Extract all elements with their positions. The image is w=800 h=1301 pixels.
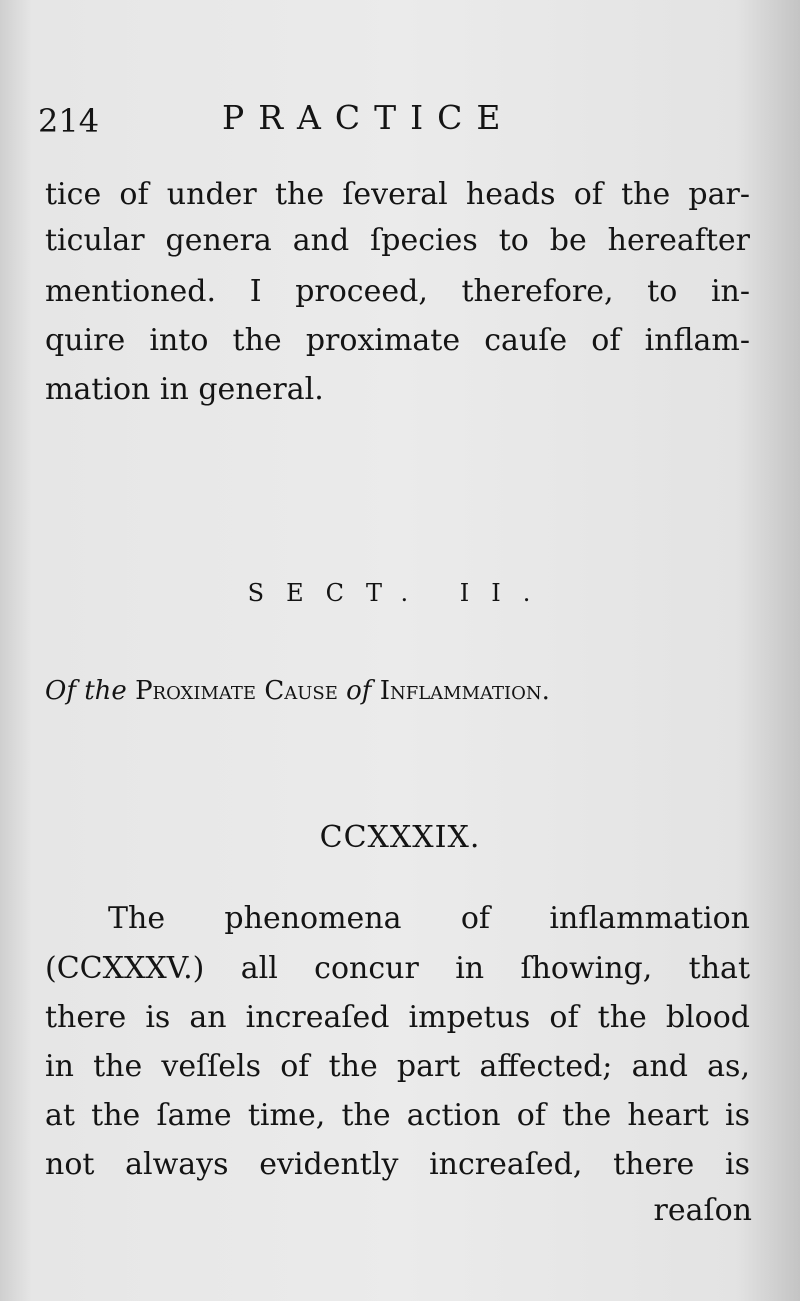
catchword: reaſon [653,1193,752,1228]
section-title-of: of [346,676,372,706]
body-line: The phenomena of inflammation [108,901,750,936]
body-line: in the veſſels of the part affected; and as, [45,1049,750,1084]
body-line: not always evidently increaſed, there is [45,1147,750,1182]
page-number: 214 [38,102,100,140]
section-label: SECT. II. [247,579,553,607]
section-title-main: Proximate Cause [135,676,338,706]
page-header [38,98,758,148]
section-title-end: Inflammation. [379,676,550,706]
body-line: mation in general. [45,372,324,407]
section-title [45,676,550,706]
body-line: tice of under the ſeveral heads of the par- [45,177,750,212]
body-line: ticular genera and ſpecies to be hereafter [45,223,750,258]
paragraph-number: CCXXXIX. [319,820,481,855]
body-line: there is an increaſed impetus of the blood [45,1000,750,1035]
section-title-prefix: Of the [45,676,127,706]
body-line: mentioned. I proceed, therefore, to in- [45,274,750,309]
running-title: PRACTICE [222,98,515,137]
body-line: (CCXXXV.) all concur in ſhowing, that [45,951,750,986]
body-line: quire into the proximate cauſe of inflam- [45,323,750,358]
body-line: at the ſame time, the action of the heart is [45,1098,750,1133]
